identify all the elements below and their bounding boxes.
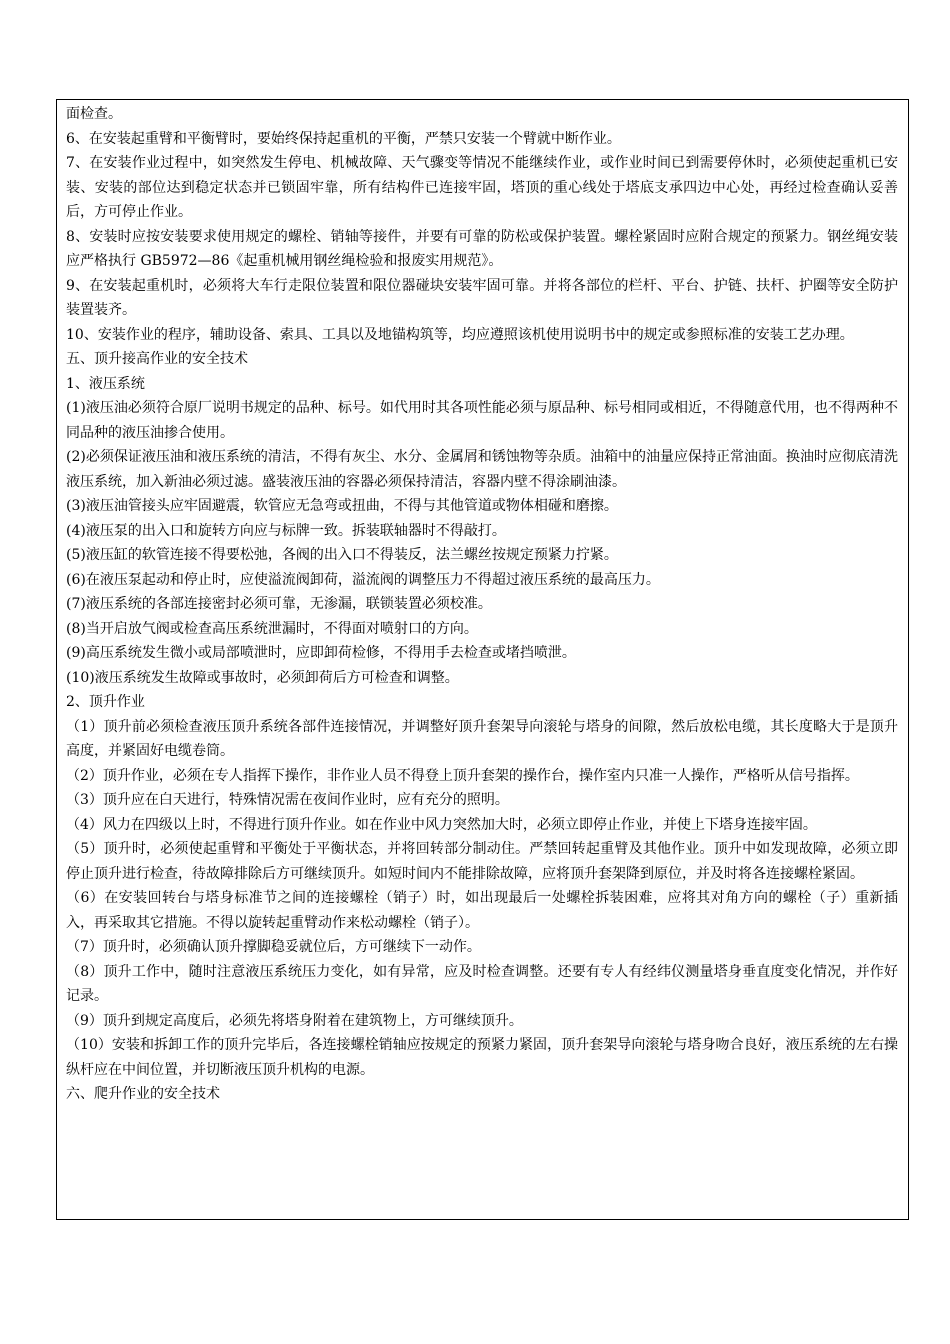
paragraph: (8)当开启放气阀或检查高压系统泄漏时，不得面对喷射口的方向。 bbox=[66, 620, 478, 637]
paragraph: （10）安装和拆卸工作的顶升完毕后，各连接螺栓销轴应按规定的预紧力紧固，顶升套架导向滚轮与塔身吻合良好，液压系统的左右操纵杆应在中间位置，并切断液压顶升机构的电源。 bbox=[66, 1037, 898, 1078]
paragraph: 8、安装时应按安装要求使用规定的螺栓、销轴等接件，并要有可靠的防松或保护装置。螺栓紧固时应附合规定的预紧力。钢丝绳安装应严格执行 GB5972—86《起重机械用钢丝绳检验和报废实用规范》。 bbox=[66, 228, 898, 269]
paragraph: (3)液压油管接头应牢固避震，软管应无急弯或扭曲，不得与其他管道或物体相碰和磨擦。 bbox=[66, 498, 618, 514]
paragraph: （4）风力在四级以上时，不得进行顶升作业。如在作业中风力突然加大时，必须立即停止作业，并使上下塔身连接牢固。 bbox=[66, 816, 817, 833]
paragraph: 面检查。 bbox=[66, 106, 122, 122]
section-heading: 六、爬升作业的安全技术 bbox=[66, 1086, 220, 1102]
paragraph: （6）在安装回转台与塔身标准节之间的连接螺栓（销子）时，如出现最后一处螺栓拆装困难，应将其对角方向的螺栓（子）重新插入，再采取其它措施。不得以旋转起重臂动作来松动螺栓（销子）。 bbox=[66, 890, 898, 931]
paragraph: (10)液压系统发生故障或事故时，必须卸荷后方可检查和调整。 bbox=[66, 669, 459, 686]
subsection-heading: 2、顶升作业 bbox=[66, 694, 145, 710]
paragraph: （3）顶升应在白天进行，特殊情况需在夜间作业时，应有充分的照明。 bbox=[66, 792, 509, 808]
paragraph: （7）顶升时，必须确认顶升撑脚稳妥就位后，方可继续下一动作。 bbox=[66, 939, 481, 955]
paragraph: 10、安装作业的程序，辅助设备、索具、工具以及地锚构筑等，均应遵照该机使用说明书中的规定或参照标准的安装工艺办理。 bbox=[66, 326, 854, 343]
paragraph: 9、在安装起重机时，必须将大车行走限位装置和限位器碰块安装牢固可靠。并将各部位的栏杆、平台、护链、扶杆、护圈等安全防护装置装齐。 bbox=[66, 277, 898, 318]
paragraph: (6)在液压泵起动和停止时，应使溢流阀卸荷，溢流阀的调整压力不得超过液压系统的最高压力。 bbox=[66, 571, 660, 588]
paragraph: （2）顶升作业，必须在专人指挥下操作，非作业人员不得登上顶升套架的操作台，操作室内只准一人操作，严格听从信号指挥。 bbox=[66, 767, 859, 784]
paragraph: (2)必须保证液压油和液压系统的清洁，不得有灰尘、水分、金属屑和锈蚀物等杂质。油箱中的油量应保持正常油面。换油时应彻底清洗液压系统，加入新油必须过滤。盛装液压油的容器必须保持清洁，容器内壁不得涂刷油漆。 bbox=[66, 449, 898, 490]
paragraph: (1)液压油必须符合原厂说明书规定的品种、标号。如代用时其各项性能必须与原品种、标号相同或相近，不得随意代用，也不得两种不同品种的液压油掺合使用。 bbox=[66, 400, 898, 441]
subsection-heading: 1、液压系统 bbox=[66, 375, 145, 392]
paragraph: (9)高压系统发生微小或局部喷泄时，应即卸荷检修，不得用手去检查或堵挡喷泄。 bbox=[66, 645, 576, 661]
section-heading: 五、顶升接高作业的安全技术 bbox=[66, 351, 248, 367]
paragraph: （8）顶升工作中，随时注意液压系统压力变化，如有异常，应及时检查调整。还要有专人有经纬仪测量塔身垂直度变化情况，并作好记录。 bbox=[66, 963, 898, 1004]
document-content-box bbox=[56, 99, 909, 1220]
paragraph: (4)液压泵的出入口和旋转方向应与标牌一致。拆装联轴器时不得敲打。 bbox=[66, 522, 506, 539]
paragraph: 7、在安装作业过程中，如突然发生停电、机械故障、天气骤变等情况不能继续作业，或作业时间已到需要停休时，必须使起重机已安装、安装的部位达到稳定状态并已锁固牢靠，所有结构件已连接牢固，塔顶的重心线处于塔底支承四边中心处，再经过检查确认妥善后，方可停止作业。 bbox=[66, 155, 898, 220]
paragraph: (7)液压系统的各部连接密封必须可靠，无渗漏，联锁装置必须校准。 bbox=[66, 596, 492, 612]
paragraph: (5)液压缸的软管连接不得要松弛，各阀的出入口不得装反，法兰螺丝按规定预紧力拧紧。 bbox=[66, 547, 618, 563]
paragraph: （5）顶升时，必须使起重臂和平衡处于平衡状态，并将回转部分制动住。严禁回转起重臂及其他作业。顶升中如发现故障，必须立即停止顶升进行检查，待故障排除后方可继续顶升。如短时间内不能排除故障，应将顶升套架降到原位，并及时将各连接螺栓紧固。 bbox=[66, 841, 898, 882]
paragraph: （1）顶升前必须检查液压顶升系统各部件连接情况，并调整好顶升套架导向滚轮与塔身的间隙，然后放松电缆，其长度略大于是顶升高度，并紧固好电缆卷筒。 bbox=[66, 718, 898, 759]
paragraph: 6、在安装起重臂和平衡臂时，要始终保持起重机的平衡，严禁只安装一个臂就中断作业。 bbox=[66, 130, 621, 147]
paragraph: （9）顶升到规定高度后，必须先将塔身附着在建筑物上，方可继续顶升。 bbox=[66, 1012, 523, 1029]
